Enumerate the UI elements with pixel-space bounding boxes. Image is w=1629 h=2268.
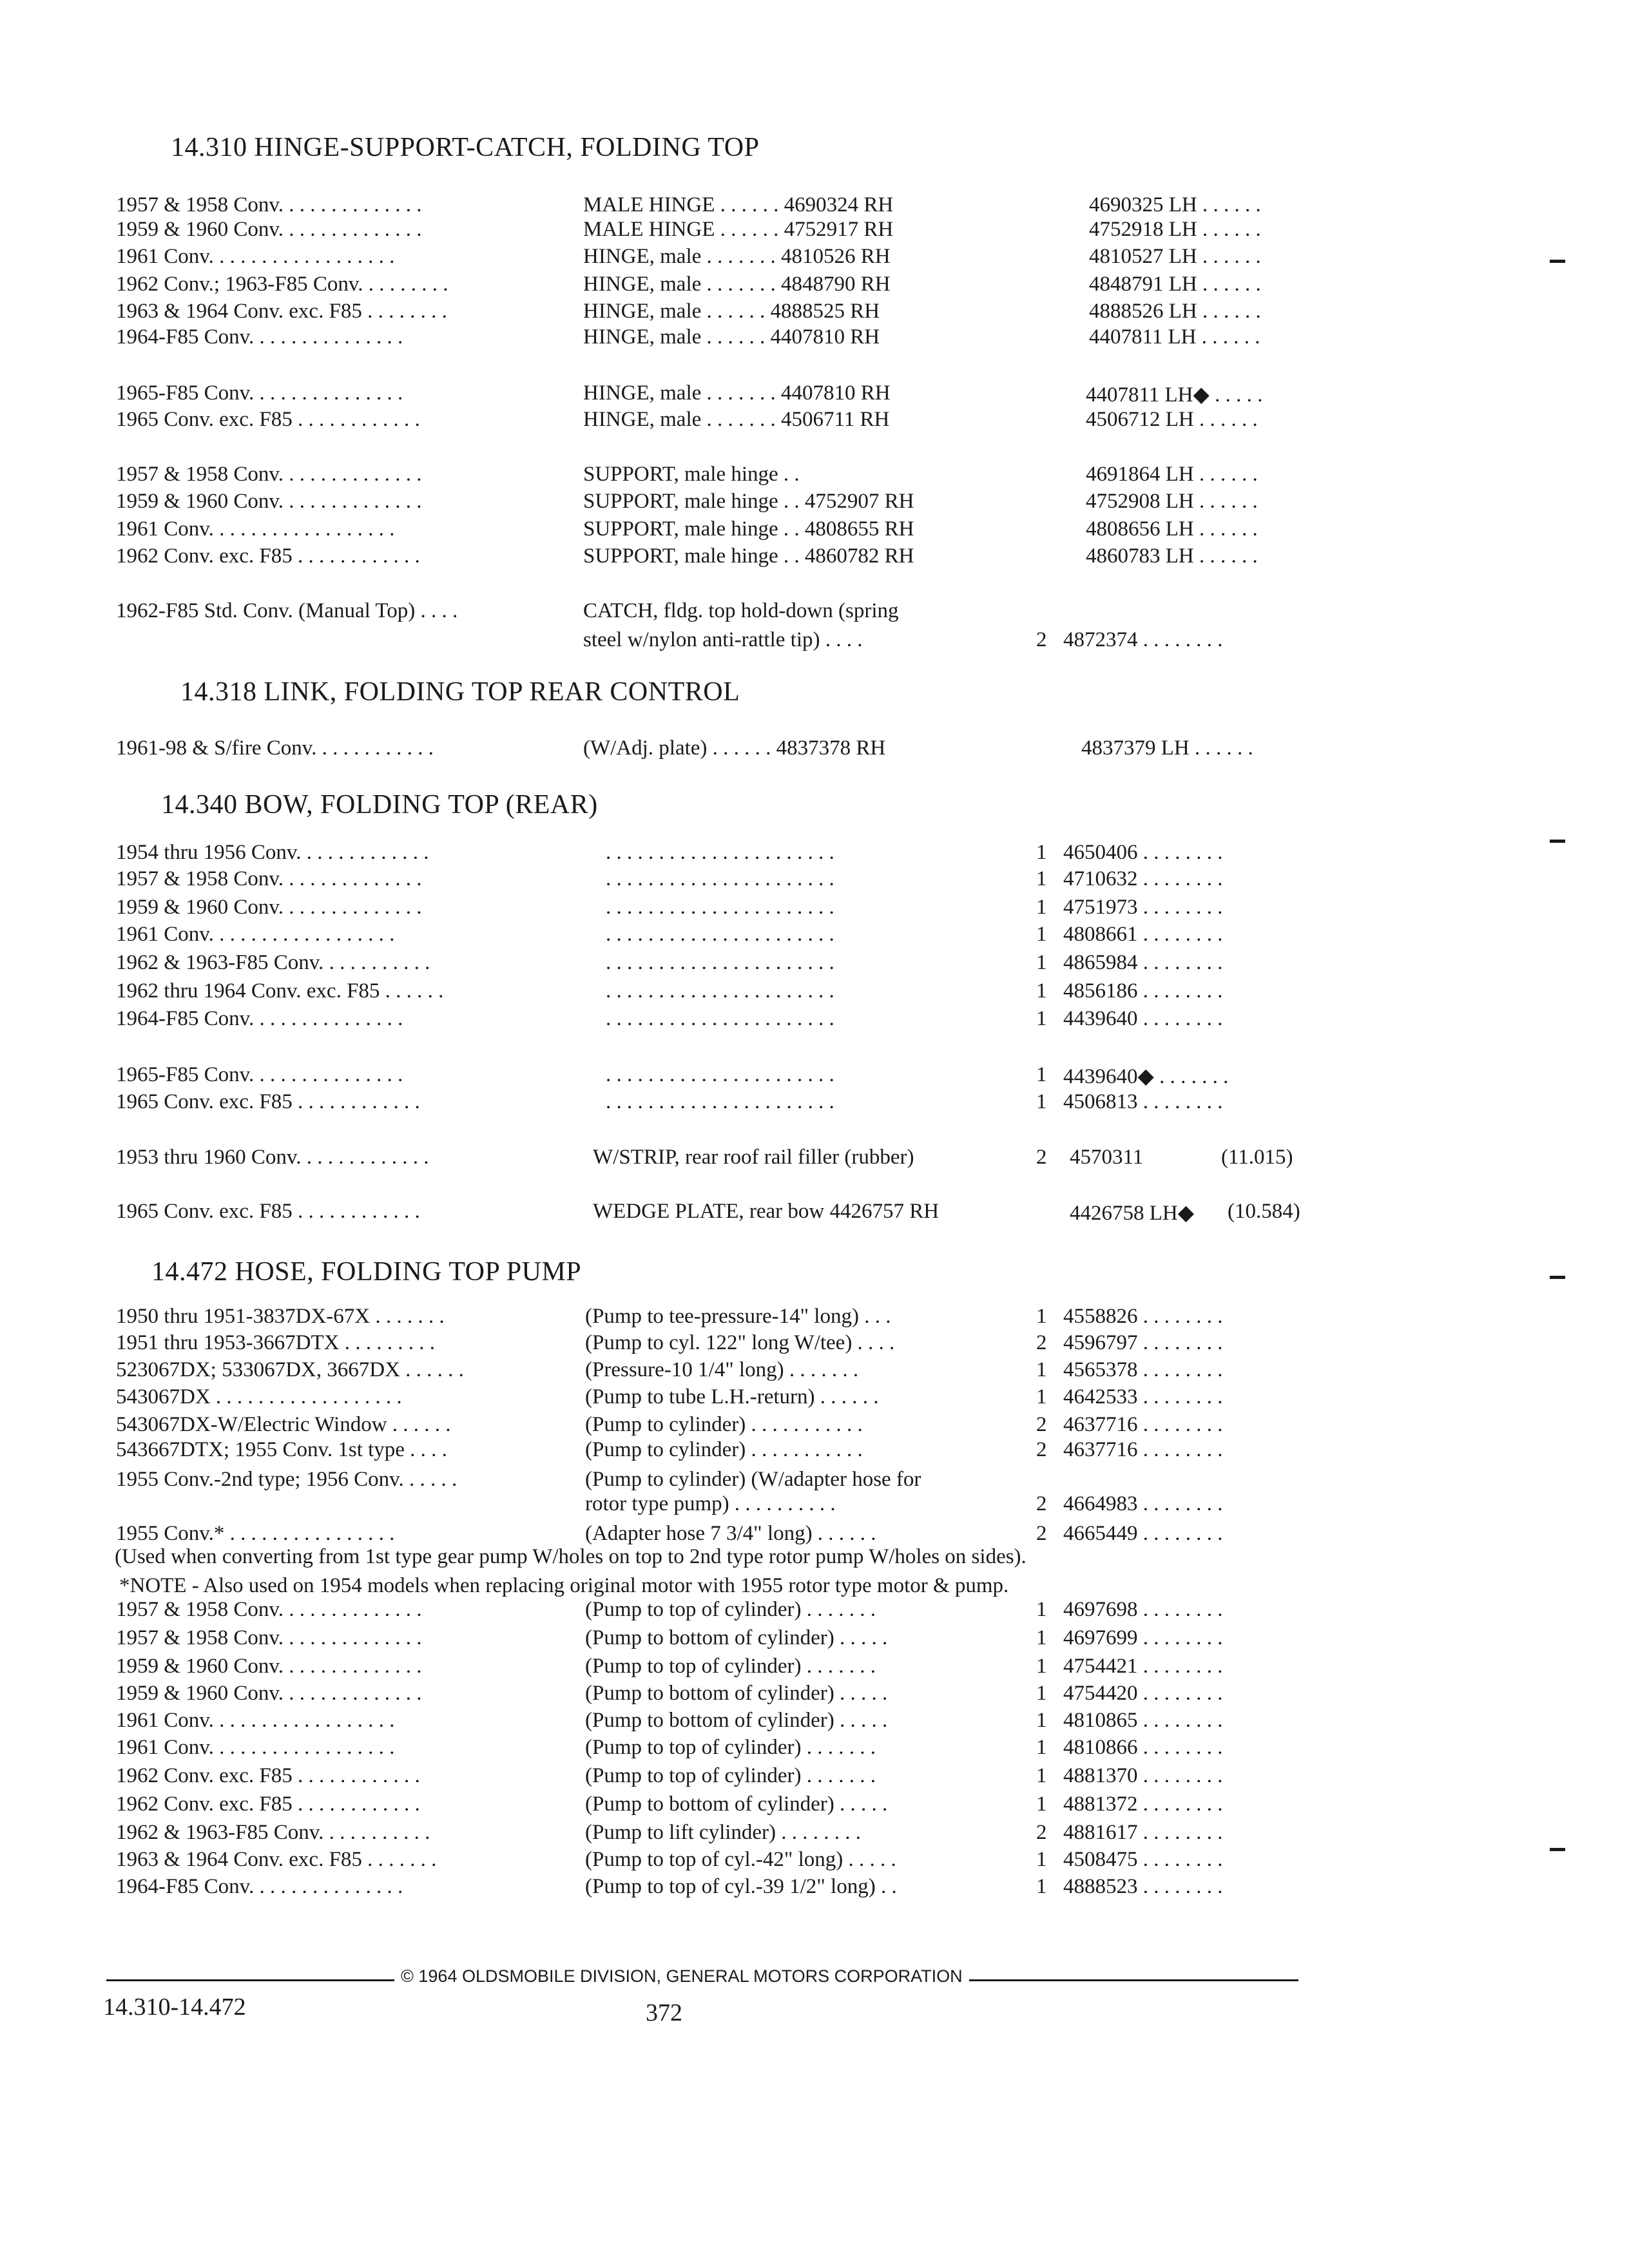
description: HINGE, male . . . . . . . 4506711 RH [583,408,890,431]
application: 1957 & 1958 Conv. . . . . . . . . . . . . . [116,867,422,890]
description: W/STRIP, rear roof rail filler (rubber) [593,1146,914,1169]
description: SUPPORT, male hinge . . 4860782 RH [583,544,914,568]
description: . . . . . . . . . . . . . . . . . . . . . . [606,1063,834,1086]
quantity: 1 [1036,841,1047,864]
application: 1962 & 1963-F85 Conv. . . . . . . . . . . [116,951,430,974]
part-number: 4691864 LH . . . . . . [1086,463,1258,486]
table-row [0,1492,1629,1523]
quantity: 1 [1036,1598,1047,1621]
description: (Pump to tee-pressure-14" long) . . . [585,1305,891,1328]
part-number: 4565378 . . . . . . . . [1063,1358,1223,1381]
table-row [0,1358,1629,1389]
section-heading-14-318: 14.318 LINK, FOLDING TOP REAR CONTROL [180,677,740,707]
description: (Pump to cylinder) . . . . . . . . . . . [585,1438,863,1461]
application: 543667DTX; 1955 Conv. 1st type . . . . [116,1438,447,1461]
application: 1953 thru 1960 Conv. . . . . . . . . . . . . [116,1146,429,1169]
description: SUPPORT, male hinge . . [583,463,800,486]
table-row [0,1598,1629,1629]
part-number: 4665449 . . . . . . . . [1063,1522,1223,1545]
part-number: 4837379 LH . . . . . . [1081,736,1253,760]
quantity: 2 [1036,1492,1047,1515]
description: HINGE, male . . . . . . 4888525 RH [583,300,880,323]
description: . . . . . . . . . . . . . . . . . . . . . . [606,979,834,1003]
application: 1962 & 1963-F85 Conv. . . . . . . . . . . [116,1821,430,1844]
table-row [0,463,1629,494]
quantity: 2 [1036,1522,1047,1545]
application: 1959 & 1960 Conv. . . . . . . . . . . . . . [116,1682,422,1705]
part-number: 4810866 . . . . . . . . [1063,1736,1223,1759]
application: 543067DX . . . . . . . . . . . . . . . . . . [116,1385,402,1408]
table-row [0,517,1629,548]
description: rotor type pump) . . . . . . . . . . [585,1492,836,1515]
table-row [0,896,1629,927]
application: 1959 & 1960 Conv. . . . . . . . . . . . . . [116,490,422,513]
table-row [0,1655,1629,1686]
quantity: 2 [1036,1438,1047,1461]
description: (Pump to top of cyl.-39 1/2" long) . . [585,1875,897,1898]
table-row [0,1682,1629,1713]
quantity: 1 [1036,896,1047,919]
description: (Pump to bottom of cylinder) . . . . . [585,1792,888,1816]
part-number: 4754421 . . . . . . . . [1063,1655,1223,1678]
quantity: 1 [1036,979,1047,1003]
description: (Pump to lift cylinder) . . . . . . . . [585,1821,862,1844]
part-number: 4697698 . . . . . . . . [1063,1598,1223,1621]
margin-mark [1550,260,1565,263]
table-row [0,1764,1629,1795]
application: 1961 Conv. . . . . . . . . . . . . . . . . . [116,1736,395,1759]
part-number: 4810527 LH . . . . . . [1089,245,1261,268]
part-number: 4710632 . . . . . . . . [1063,867,1223,890]
part-number: 4508475 . . . . . . . . [1063,1848,1223,1871]
figure-reference: (10.584) [1228,1200,1300,1223]
description: SUPPORT, male hinge . . 4752907 RH [583,490,914,513]
description: . . . . . . . . . . . . . . . . . . . . . . [606,951,834,974]
table-row [0,1792,1629,1823]
table-row [0,1875,1629,1906]
conversion-note: (Used when converting from 1st type gear pump W/holes on top to 2nd type rotor pump W/holes on sides). [115,1545,1027,1568]
description: (Pump to top of cylinder) . . . . . . . [585,1736,876,1759]
section-range: 14.310-14.472 [103,1994,246,2021]
section-heading-14-310: 14.310 HINGE-SUPPORT-CATCH, FOLDING TOP [171,133,760,162]
description: HINGE, male . . . . . . . 4407810 RH [583,381,891,405]
application: 1961 Conv. . . . . . . . . . . . . . . . . . [116,923,395,946]
part-number: 4881617 . . . . . . . . [1063,1821,1223,1844]
application: 1962 thru 1964 Conv. exc. F85 . . . . . . [116,979,444,1003]
application: 1963 & 1964 Conv. exc. F85 . . . . . . . [116,1848,437,1871]
part-number: 4570311 [1070,1146,1144,1169]
table-row [0,544,1629,575]
quantity: 1 [1036,867,1047,890]
quantity: 2 [1036,1146,1047,1169]
table-row [0,1438,1629,1469]
description: HINGE, male . . . . . . . 4810526 RH [583,245,891,268]
part-number: 4637716 . . . . . . . . [1063,1438,1223,1461]
part-number: 4810865 . . . . . . . . [1063,1709,1223,1732]
application: 1961 Conv. . . . . . . . . . . . . . . . . . [116,1709,395,1732]
part-number: 4506813 . . . . . . . . [1063,1090,1223,1113]
table-row [0,1385,1629,1416]
table-row [0,1063,1629,1094]
description: CATCH, fldg. top hold-down (spring [583,599,899,622]
table-row [0,736,1629,767]
application: 1957 & 1958 Conv. . . . . . . . . . . . . . [116,1626,422,1649]
application: 1961 Conv. . . . . . . . . . . . . . . . . . [116,517,395,541]
part-number: 4808661 . . . . . . . . [1063,923,1223,946]
application: 1962 Conv. exc. F85 . . . . . . . . . . . . [116,1792,420,1816]
quantity: 1 [1036,1682,1047,1705]
table-row [0,408,1629,439]
quantity: 2 [1036,1821,1047,1844]
part-number: 4808656 LH . . . . . . [1086,517,1258,541]
description: SUPPORT, male hinge . . 4808655 RH [583,517,914,541]
part-number: 4888526 LH . . . . . . [1089,300,1261,323]
copyright-notice: © 1964 OLDSMOBILE DIVISION, GENERAL MOTORS CORPORATION [394,1966,969,1986]
part-number: 4752918 LH . . . . . . [1089,218,1261,241]
part-number: 4506712 LH . . . . . . [1086,408,1258,431]
quantity: 1 [1036,923,1047,946]
application: 1959 & 1960 Conv. . . . . . . . . . . . . . [116,896,422,919]
description: (Pump to bottom of cylinder) . . . . . [585,1709,888,1732]
description: . . . . . . . . . . . . . . . . . . . . . . [606,1007,834,1030]
description: steel w/nylon anti-rattle tip) . . . . [583,628,863,651]
part-number: 4881370 . . . . . . . . [1063,1764,1223,1787]
description: . . . . . . . . . . . . . . . . . . . . . . [606,1090,834,1113]
application: 1957 & 1958 Conv. . . . . . . . . . . . . . [116,1598,422,1621]
table-row [0,599,1629,630]
application: 1961 Conv. . . . . . . . . . . . . . . . . . [116,245,395,268]
table-row [0,1007,1629,1038]
quantity: 1 [1036,1358,1047,1381]
description: (Pressure-10 1/4" long) . . . . . . . [585,1358,859,1381]
application: 1961-98 & S/fire Conv. . . . . . . . . . . . [116,736,434,760]
quantity: 1 [1036,1007,1047,1030]
application: 1955 Conv.-2nd type; 1956 Conv. . . . . . [116,1468,458,1491]
description: (Pump to top of cyl.-42" long) . . . . . [585,1848,896,1871]
description: HINGE, male . . . . . . 4407810 RH [583,325,880,349]
description: (Pump to tube L.H.-return) . . . . . . [585,1385,879,1408]
quantity: 1 [1036,1848,1047,1871]
part-number: 4596797 . . . . . . . . [1063,1331,1223,1354]
part-number: 4407811 LH◆ . . . . . [1086,383,1263,407]
description: . . . . . . . . . . . . . . . . . . . . . . [606,896,834,919]
table-row [0,1090,1629,1121]
description: HINGE, male . . . . . . . 4848790 RH [583,273,891,296]
quantity: 1 [1036,951,1047,974]
table-row [0,979,1629,1010]
application: 523067DX; 533067DX, 3667DX . . . . . . [116,1358,464,1381]
part-number: 4697699 . . . . . . . . [1063,1626,1223,1649]
table-row [0,245,1629,276]
part-number: 4872374 . . . . . . . . [1063,628,1223,651]
part-number: 4664983 . . . . . . . . [1063,1492,1223,1515]
page-number: 372 [646,1999,682,2026]
part-number: 4637716 . . . . . . . . [1063,1413,1223,1436]
margin-mark [1550,1848,1565,1851]
application: 1957 & 1958 Conv. . . . . . . . . . . . . . [116,463,422,486]
description: (Pump to top of cylinder) . . . . . . . [585,1655,876,1678]
section-heading-14-340: 14.340 BOW, FOLDING TOP (REAR) [161,790,598,820]
application: 1962 Conv. exc. F85 . . . . . . . . . . . . [116,544,420,568]
description: WEDGE PLATE, rear bow 4426757 RH [593,1200,940,1223]
part-number: 4752908 LH . . . . . . [1086,490,1258,513]
application: 1965 Conv. exc. F85 . . . . . . . . . . . . [116,408,420,431]
description: MALE HINGE . . . . . . 4752917 RH [583,218,894,241]
description: . . . . . . . . . . . . . . . . . . . . . . [606,923,834,946]
quantity: 1 [1036,1736,1047,1759]
part-number: 4642533 . . . . . . . . [1063,1385,1223,1408]
part-number: 4751973 . . . . . . . . [1063,896,1223,919]
application: 1950 thru 1951-3837DX-67X . . . . . . . [116,1305,445,1328]
quantity: 2 [1036,628,1047,651]
description: (Pump to top of cylinder) . . . . . . . [585,1598,876,1621]
application: 1959 & 1960 Conv. . . . . . . . . . . . . . [116,1655,422,1678]
quantity: 1 [1036,1305,1047,1328]
table-row [0,923,1629,954]
quantity: 2 [1036,1331,1047,1354]
description: (Pump to top of cylinder) . . . . . . . [585,1764,876,1787]
application: 1965-F85 Conv. . . . . . . . . . . . . . . [116,1063,403,1086]
part-number: 4860783 LH . . . . . . [1086,544,1258,568]
table-row [0,218,1629,249]
quantity: 1 [1036,1063,1047,1086]
application: 1965-F85 Conv. . . . . . . . . . . . . . . [116,381,403,405]
application: 1957 & 1958 Conv. . . . . . . . . . . . . . [116,193,422,216]
part-number: 4650406 . . . . . . . . [1063,841,1223,864]
quantity: 1 [1036,1385,1047,1408]
application: 1962 Conv. exc. F85 . . . . . . . . . . . . [116,1764,420,1787]
application: 1955 Conv.* . . . . . . . . . . . . . . . . [116,1522,395,1545]
part-number: 4865984 . . . . . . . . [1063,951,1223,974]
application: 1959 & 1960 Conv. . . . . . . . . . . . . . [116,218,422,241]
description: (Pump to bottom of cylinder) . . . . . [585,1626,888,1649]
part-number: 4426758 LH◆ [1070,1202,1195,1225]
table-row [0,1146,1629,1177]
quantity: 1 [1036,1875,1047,1898]
description: (Pump to cyl. 122" long W/tee) . . . . [585,1331,895,1354]
table-row [0,1736,1629,1767]
description: MALE HINGE . . . . . . 4690324 RH [583,193,894,216]
part-number: 4690325 LH . . . . . . [1089,193,1261,216]
table-row [0,1848,1629,1879]
table-row [0,1709,1629,1740]
table-row [0,951,1629,982]
description: . . . . . . . . . . . . . . . . . . . . . . [606,867,834,890]
figure-reference: (11.015) [1221,1146,1293,1169]
application: 1965 Conv. exc. F85 . . . . . . . . . . . . [116,1200,420,1223]
application: 543067DX-W/Electric Window . . . . . . [116,1413,451,1436]
part-number: 4439640◆ . . . . . . . [1063,1065,1229,1088]
quantity: 1 [1036,1709,1047,1732]
table-row [0,628,1629,659]
part-number: 4558826 . . . . . . . . [1063,1305,1223,1328]
table-row [0,1626,1629,1657]
application: 1964-F85 Conv. . . . . . . . . . . . . . . [116,325,403,349]
quantity: 1 [1036,1764,1047,1787]
application: 1964-F85 Conv. . . . . . . . . . . . . . . [116,1007,403,1030]
part-number: 4888523 . . . . . . . . [1063,1875,1223,1898]
table-row [0,1200,1629,1231]
part-number: 4848791 LH . . . . . . [1089,273,1261,296]
quantity: 1 [1036,1626,1047,1649]
quantity: 1 [1036,1090,1047,1113]
description: (Pump to bottom of cylinder) . . . . . [585,1682,888,1705]
part-number: 4439640 . . . . . . . . [1063,1007,1223,1030]
application: 1965 Conv. exc. F85 . . . . . . . . . . . . [116,1090,420,1113]
application: 1962-F85 Std. Conv. (Manual Top) . . . . [116,599,458,622]
table-row [0,325,1629,356]
table-row [0,490,1629,521]
application: 1963 & 1964 Conv. exc. F85 . . . . . . . . [116,300,447,323]
table-row [0,867,1629,898]
quantity: 1 [1036,1792,1047,1816]
table-row [0,1331,1629,1362]
table-row [0,1821,1629,1852]
quantity: 1 [1036,1655,1047,1678]
section-heading-14-472: 14.472 HOSE, FOLDING TOP PUMP [151,1257,582,1287]
part-number: 4407811 LH . . . . . . [1089,325,1260,349]
margin-mark [1550,1276,1565,1279]
description: (Adapter hose 7 3/4" long) . . . . . . [585,1522,876,1545]
application: 1964-F85 Conv. . . . . . . . . . . . . . . [116,1875,403,1898]
description: (Pump to cylinder) . . . . . . . . . . . [585,1413,863,1436]
quantity: 2 [1036,1413,1047,1436]
description: . . . . . . . . . . . . . . . . . . . . . . [606,841,834,864]
part-number: 4856186 . . . . . . . . [1063,979,1223,1003]
description: (Pump to cylinder) (W/adapter hose for [585,1468,921,1491]
application: 1951 thru 1953-3667DTX . . . . . . . . . [116,1331,435,1354]
footnote: *NOTE - Also used on 1954 models when replacing original motor with 1955 rotor type motor & pump. [119,1574,1009,1597]
part-number: 4881372 . . . . . . . . [1063,1792,1223,1816]
description: (W/Adj. plate) . . . . . . 4837378 RH [583,736,886,760]
table-row [0,273,1629,303]
part-number: 4754420 . . . . . . . . [1063,1682,1223,1705]
application: 1954 thru 1956 Conv. . . . . . . . . . . . . [116,841,429,864]
margin-mark [1550,840,1565,843]
application: 1962 Conv.; 1963-F85 Conv. . . . . . . . . [116,273,448,296]
